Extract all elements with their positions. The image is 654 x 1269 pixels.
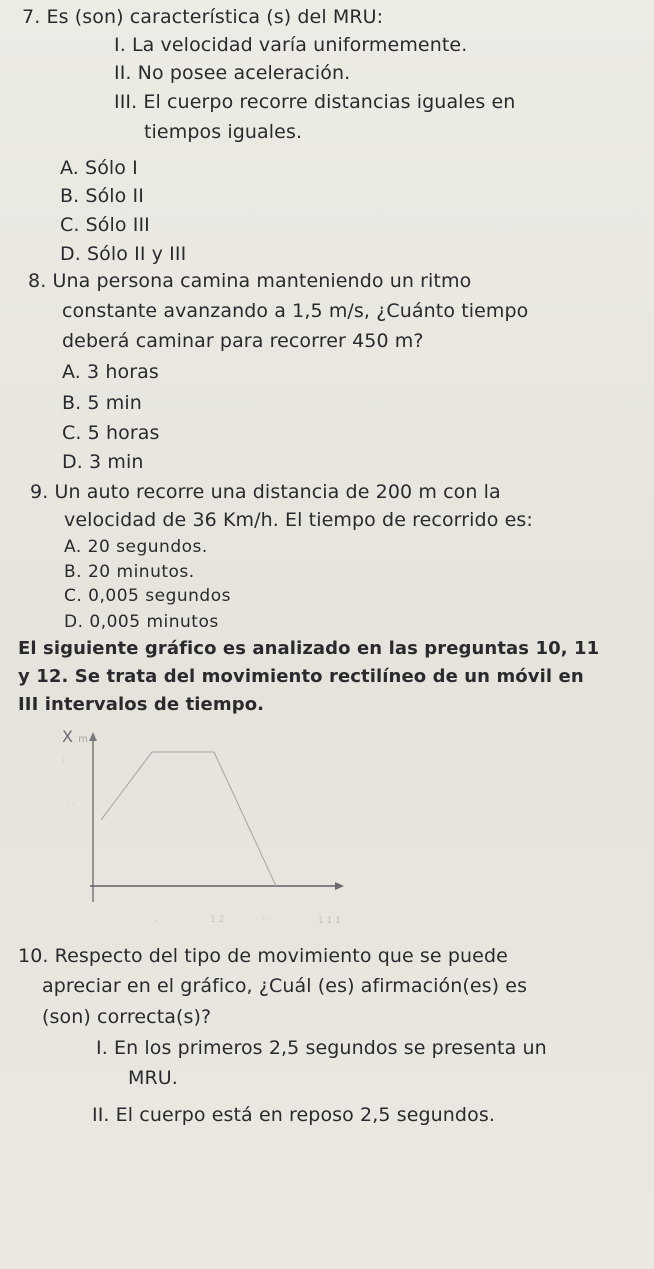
svg-text:1 1 1: 1 1 1 xyxy=(318,916,341,926)
q9-option-c: C. 0,005 segundos xyxy=(64,586,231,606)
q7-option-a: A. Sólo I xyxy=(60,157,138,179)
graph-intro-line-2: y 12. Se trata del movimiento rectilíneo de un móvil en xyxy=(18,666,584,687)
svg-text:1 2: 1 2 xyxy=(210,915,225,925)
q8-option-a: A. 3 horas xyxy=(62,361,159,383)
svg-text:: :: : : xyxy=(62,755,71,765)
svg-text:. .: . . xyxy=(66,798,75,808)
q10-line-2: apreciar en el gráfico, ¿Cuál (es) afirmación(es) es xyxy=(42,975,528,997)
svg-text:·: · xyxy=(155,917,158,927)
q10-item-1: I. En los primeros 2,5 segundos se presenta un xyxy=(96,1037,547,1059)
q9-line-1: 9. Un auto recorre una distancia de 200 m con la xyxy=(30,481,501,503)
q9-option-b: B. 20 minutos. xyxy=(64,562,195,582)
q9-option-d: D. 0,005 minutos xyxy=(64,612,219,632)
graph-intro-line-3: III intervalos de tiempo. xyxy=(18,694,265,715)
graph-x-arrow xyxy=(335,882,344,890)
position-time-graph xyxy=(0,710,654,940)
q8-option-d: D. 3 min xyxy=(62,451,144,473)
q8-option-c: C. 5 horas xyxy=(62,422,160,444)
q7-option-d: D. Sólo II y III xyxy=(60,243,187,265)
q10-item-1-cont: MRU. xyxy=(128,1067,178,1089)
graph-y-axis-label: X m xyxy=(62,727,89,746)
q9-option-a: A. 20 segundos. xyxy=(64,537,208,557)
q10-item-2: II. El cuerpo está en reposo 2,5 segundos. xyxy=(92,1104,495,1126)
q10-line-3: (son) correcta(s)? xyxy=(42,1006,212,1028)
graph-intro-line-1: El siguiente gráfico es analizado en las preguntas 10, 11 xyxy=(18,638,600,659)
q7-item-2: II. No posee aceleración. xyxy=(114,62,351,84)
q7-item-1: I. La velocidad varía uniformemente. xyxy=(114,34,468,56)
q7-item-3-cont: tiempos iguales. xyxy=(144,121,303,143)
svg-text:· ·: · · xyxy=(262,915,271,925)
graph-curve xyxy=(101,752,276,886)
q7-title: 7. Es (son) característica (s) del MRU: xyxy=(22,6,384,28)
q7-option-b: B. Sólo II xyxy=(60,185,144,207)
q8-option-b: B. 5 min xyxy=(62,392,142,414)
q8-line-1: 8. Una persona camina manteniendo un ritmo xyxy=(28,270,472,292)
q7-item-3: III. El cuerpo recorre distancias iguales en xyxy=(114,91,516,113)
q10-line-1: 10. Respecto del tipo de movimiento que se puede xyxy=(18,945,508,967)
q8-line-3: deberá caminar para recorrer 450 m? xyxy=(62,330,424,352)
q9-line-2: velocidad de 36 Km/h. El tiempo de recorrido es: xyxy=(64,509,533,531)
graph-y-arrow xyxy=(89,732,97,741)
q7-option-c: C. Sólo III xyxy=(60,214,150,236)
q8-line-2: constante avanzando a 1,5 m/s, ¿Cuánto tiempo xyxy=(62,300,529,322)
